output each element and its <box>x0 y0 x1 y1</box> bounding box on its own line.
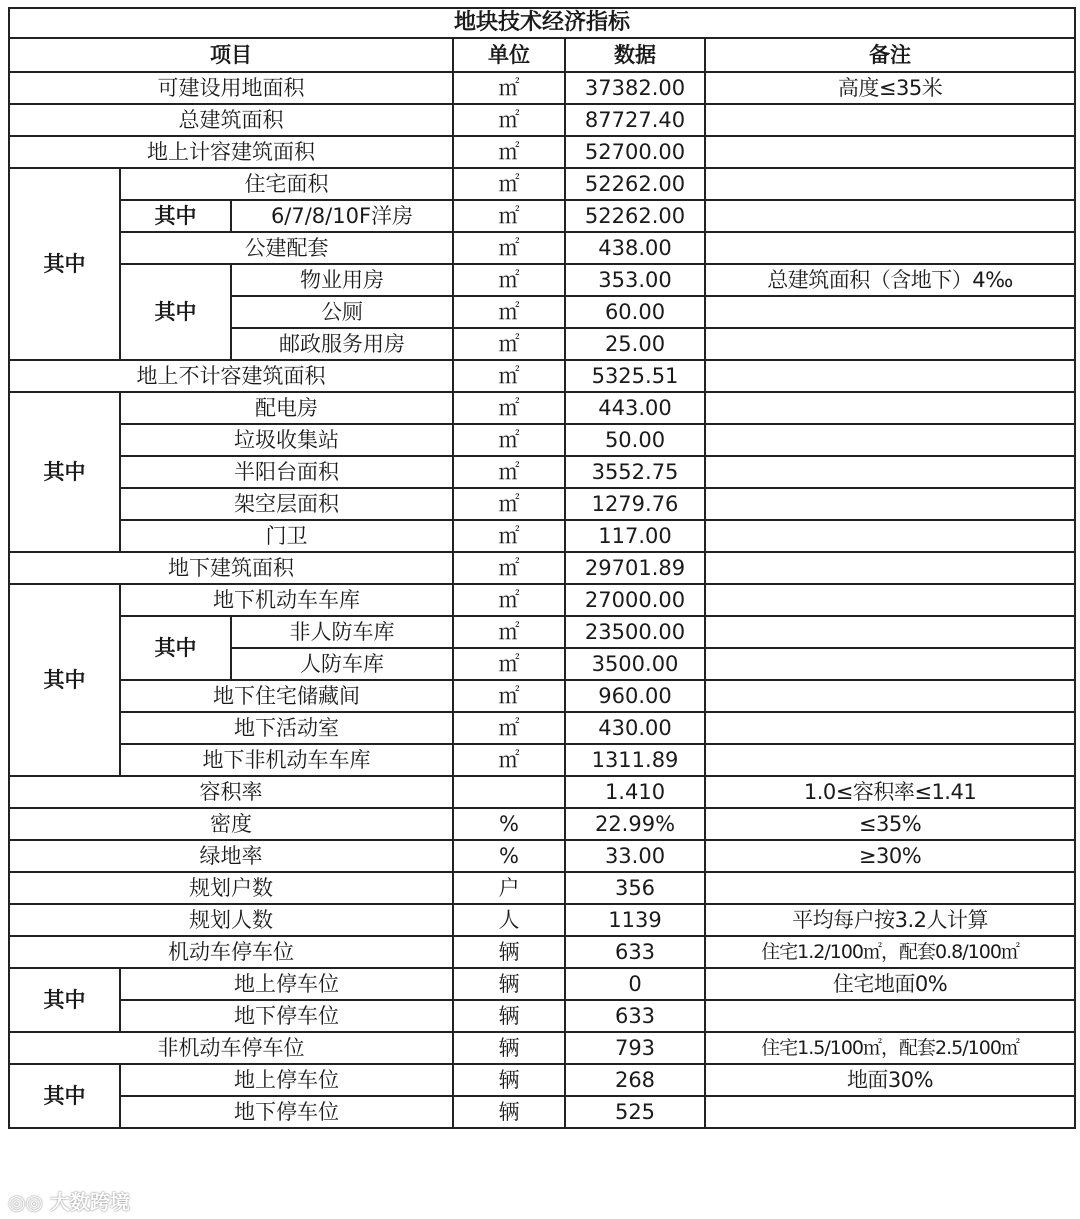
note-cell <box>705 712 1075 744</box>
table-row <box>9 104 1075 136</box>
item-cell: 地下机动车车库 <box>120 584 453 616</box>
item-cell: 密度 <box>9 808 453 840</box>
value-cell: 438.00 <box>565 232 705 264</box>
note-cell <box>705 232 1075 264</box>
note-cell: 1.0≤容积率≤1.41 <box>705 776 1075 808</box>
unit-cell: ㎡ <box>453 296 565 328</box>
value-cell: 430.00 <box>565 712 705 744</box>
table-row <box>9 872 1075 904</box>
item-cell: 公建配套 <box>120 232 453 264</box>
unit-cell: ㎡ <box>453 136 565 168</box>
value-cell: 268 <box>565 1064 705 1096</box>
unit-cell: ㎡ <box>453 616 565 648</box>
unit-cell: 户 <box>453 872 565 904</box>
table-row <box>9 456 1075 488</box>
value-cell: 356 <box>565 872 705 904</box>
subgroup-label: 其中 <box>120 264 231 360</box>
item-cell: 垃圾收集站 <box>120 424 453 456</box>
value-cell: 633 <box>565 936 705 968</box>
table-row <box>9 264 1075 296</box>
note-cell <box>705 296 1075 328</box>
note-cell <box>705 456 1075 488</box>
value-cell: 1139 <box>565 904 705 936</box>
unit-cell: 辆 <box>453 936 565 968</box>
table-row <box>9 488 1075 520</box>
item-cell: 地上停车位 <box>120 968 453 1000</box>
value-cell: 37382.00 <box>565 72 705 104</box>
item-cell: 地下停车位 <box>120 1000 453 1032</box>
value-cell: 0 <box>565 968 705 1000</box>
group-label: 其中 <box>9 168 120 360</box>
note-cell <box>705 104 1075 136</box>
table-row <box>9 1000 1075 1032</box>
item-cell: 架空层面积 <box>120 488 453 520</box>
value-cell: 60.00 <box>565 296 705 328</box>
note-cell <box>705 744 1075 776</box>
note-cell: 住宅1.5/100㎡，配套2.5/100㎡ <box>705 1032 1075 1064</box>
table-row <box>9 808 1075 840</box>
item-cell: 地上停车位 <box>120 1064 453 1096</box>
note-cell <box>705 552 1075 584</box>
value-cell: 960.00 <box>565 680 705 712</box>
unit-cell: ㎡ <box>453 456 565 488</box>
note-cell <box>705 392 1075 424</box>
value-cell: 5325.51 <box>565 360 705 392</box>
value-cell: 23500.00 <box>565 616 705 648</box>
unit-cell: ㎡ <box>453 424 565 456</box>
note-cell <box>705 136 1075 168</box>
indicator-table <box>8 7 1076 1129</box>
table-row <box>9 72 1075 104</box>
value-cell: 27000.00 <box>565 584 705 616</box>
item-cell: 地上不计容建筑面积 <box>9 360 453 392</box>
note-cell <box>705 872 1075 904</box>
value-cell: 1.410 <box>565 776 705 808</box>
item-cell: 人防车库 <box>231 648 453 680</box>
value-cell: 1279.76 <box>565 488 705 520</box>
item-cell: 地下住宅储藏间 <box>120 680 453 712</box>
value-cell: 87727.40 <box>565 104 705 136</box>
unit-cell: ㎡ <box>453 360 565 392</box>
unit-cell: ㎡ <box>453 488 565 520</box>
note-cell <box>705 616 1075 648</box>
note-cell: 住宅地面0% <box>705 968 1075 1000</box>
note-cell: 地面30% <box>705 1064 1075 1096</box>
unit-cell: ㎡ <box>453 552 565 584</box>
note-cell <box>705 1000 1075 1032</box>
subgroup-label: 其中 <box>120 616 231 680</box>
value-cell: 353.00 <box>565 264 705 296</box>
header-data: 数据 <box>565 38 705 72</box>
item-cell: 总建筑面积 <box>9 104 453 136</box>
item-cell: 公厕 <box>231 296 453 328</box>
unit-cell: ㎡ <box>453 680 565 712</box>
note-cell: ≤35% <box>705 808 1075 840</box>
item-cell: 地下非机动车车库 <box>120 744 453 776</box>
unit-cell: ㎡ <box>453 264 565 296</box>
header-unit: 单位 <box>453 38 565 72</box>
table-row <box>9 936 1075 968</box>
unit-cell: ㎡ <box>453 648 565 680</box>
value-cell: 52262.00 <box>565 200 705 232</box>
unit-cell: ㎡ <box>453 520 565 552</box>
note-cell <box>705 488 1075 520</box>
unit-cell: ㎡ <box>453 744 565 776</box>
value-cell: 52700.00 <box>565 136 705 168</box>
item-cell: 容积率 <box>9 776 453 808</box>
header-row <box>9 38 1075 72</box>
unit-cell: 辆 <box>453 1032 565 1064</box>
header-item: 项目 <box>9 38 453 72</box>
value-cell: 3552.75 <box>565 456 705 488</box>
item-cell: 地上计容建筑面积 <box>9 136 453 168</box>
watermark-icon: ◎◎ <box>8 1190 50 1214</box>
value-cell: 52262.00 <box>565 168 705 200</box>
title-row <box>9 8 1075 38</box>
unit-cell: ㎡ <box>453 104 565 136</box>
table-row <box>9 712 1075 744</box>
note-cell <box>705 168 1075 200</box>
table-row <box>9 232 1075 264</box>
table-row <box>9 360 1075 392</box>
note-cell <box>705 1096 1075 1128</box>
watermark <box>8 1186 130 1215</box>
item-cell: 物业用房 <box>231 264 453 296</box>
note-cell: 高度≤35米 <box>705 72 1075 104</box>
value-cell: 117.00 <box>565 520 705 552</box>
table-row <box>9 904 1075 936</box>
table-row <box>9 840 1075 872</box>
note-cell: ≥30% <box>705 840 1075 872</box>
unit-cell: ㎡ <box>453 200 565 232</box>
note-cell <box>705 424 1075 456</box>
unit-cell: ㎡ <box>453 72 565 104</box>
table-row <box>9 1064 1075 1096</box>
value-cell: 22.99% <box>565 808 705 840</box>
note-cell: 住宅1.2/100㎡，配套0.8/100㎡ <box>705 936 1075 968</box>
group-label: 其中 <box>9 392 120 552</box>
table-row <box>9 392 1075 424</box>
item-cell: 规划人数 <box>9 904 453 936</box>
value-cell: 793 <box>565 1032 705 1064</box>
value-cell: 1311.89 <box>565 744 705 776</box>
unit-cell: 人 <box>453 904 565 936</box>
unit-cell: 辆 <box>453 1064 565 1096</box>
note-cell <box>705 520 1075 552</box>
table-row <box>9 1032 1075 1064</box>
item-cell: 绿地率 <box>9 840 453 872</box>
group-label: 其中 <box>9 968 120 1032</box>
value-cell: 3500.00 <box>565 648 705 680</box>
table-row <box>9 616 1075 648</box>
value-cell: 525 <box>565 1096 705 1128</box>
value-cell: 25.00 <box>565 328 705 360</box>
value-cell: 50.00 <box>565 424 705 456</box>
value-cell: 29701.89 <box>565 552 705 584</box>
unit-cell: ㎡ <box>453 168 565 200</box>
unit-cell: 辆 <box>453 968 565 1000</box>
table-row <box>9 776 1075 808</box>
note-cell <box>705 328 1075 360</box>
unit-cell: % <box>453 840 565 872</box>
value-cell: 633 <box>565 1000 705 1032</box>
item-cell: 可建设用地面积 <box>9 72 453 104</box>
note-cell <box>705 584 1075 616</box>
item-cell: 6/7/8/10F洋房 <box>231 200 453 232</box>
note-cell <box>705 360 1075 392</box>
item-cell: 地下建筑面积 <box>9 552 453 584</box>
table-row <box>9 552 1075 584</box>
table-row <box>9 584 1075 616</box>
note-cell <box>705 648 1075 680</box>
item-cell: 非机动车停车位 <box>9 1032 453 1064</box>
unit-cell: 辆 <box>453 1000 565 1032</box>
value-cell: 33.00 <box>565 840 705 872</box>
note-cell <box>705 200 1075 232</box>
value-cell: 443.00 <box>565 392 705 424</box>
item-cell: 机动车停车位 <box>9 936 453 968</box>
unit-cell: % <box>453 808 565 840</box>
unit-cell: ㎡ <box>453 392 565 424</box>
item-cell: 半阳台面积 <box>120 456 453 488</box>
table-row <box>9 1096 1075 1128</box>
item-cell: 非人防车库 <box>231 616 453 648</box>
subgroup-label: 其中 <box>120 200 231 232</box>
table-title: 地块技术经济指标 <box>9 8 1075 38</box>
item-cell: 住宅面积 <box>120 168 453 200</box>
item-cell: 地下停车位 <box>120 1096 453 1128</box>
group-label: 其中 <box>9 1064 120 1128</box>
item-cell: 门卫 <box>120 520 453 552</box>
watermark-text: 大数跨境 <box>49 1190 130 1214</box>
unit-cell <box>453 776 565 808</box>
table-row <box>9 200 1075 232</box>
note-cell: 总建筑面积（含地下）4‰ <box>705 264 1075 296</box>
item-cell: 规划户数 <box>9 872 453 904</box>
unit-cell: ㎡ <box>453 328 565 360</box>
table-row <box>9 968 1075 1000</box>
table-row <box>9 136 1075 168</box>
table-row <box>9 168 1075 200</box>
table-row <box>9 680 1075 712</box>
note-cell: 平均每户按3.2人计算 <box>705 904 1075 936</box>
unit-cell: ㎡ <box>453 584 565 616</box>
group-label: 其中 <box>9 584 120 776</box>
item-cell: 地下活动室 <box>120 712 453 744</box>
item-cell: 配电房 <box>120 392 453 424</box>
item-cell: 邮政服务用房 <box>231 328 453 360</box>
unit-cell: ㎡ <box>453 232 565 264</box>
note-cell <box>705 680 1075 712</box>
unit-cell: ㎡ <box>453 712 565 744</box>
table-row <box>9 424 1075 456</box>
table-row <box>9 520 1075 552</box>
unit-cell: 辆 <box>453 1096 565 1128</box>
table-row <box>9 744 1075 776</box>
header-note: 备注 <box>705 38 1075 72</box>
